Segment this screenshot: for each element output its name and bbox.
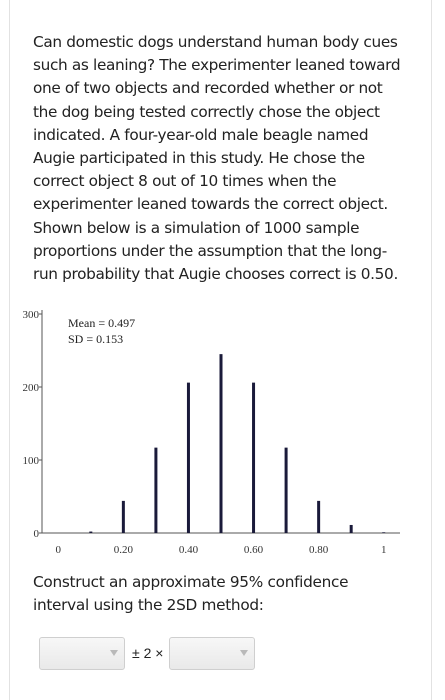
ci-answer-row (39, 635, 255, 671)
chart-svg (22, 302, 412, 557)
question-text: Can domestic dogs understand human body cues such as leaning? The experimenter leaned toward one of two objects and recorded whether or not the dog being tested correctly chose the object indicated. A four-year-old male beagle named Augie participated in this study. He chose the correct object 8 out of 10 times when the experimenter leaned towards the correct object. Shown below is a simulation of 1000 sample proportions under the assumption that the long-run probability that Augie chooses correct is 0.50. (33, 33, 401, 284)
y-tick-label: 200 (22, 382, 39, 394)
stats-annotation (68, 316, 135, 346)
y-tick-label: 0 (33, 528, 39, 540)
ci-prompt-text: Construct an approximate 95% confidence interval using the 2SD method: (33, 573, 349, 615)
x-tick-label: 0 (55, 544, 62, 556)
ci-center-dropdown[interactable] (39, 637, 125, 670)
x-tick-label: 1 (380, 544, 387, 556)
x-tick-label: 0.60 (243, 544, 264, 556)
plus-minus-label: ± 2 × (132, 645, 164, 661)
x-tick-label: 0.20 (113, 544, 133, 556)
y-tick-label: 300 (22, 309, 39, 321)
dotplot-chart (22, 302, 412, 557)
chart-bars (91, 354, 384, 533)
y-tick-label: 100 (22, 455, 39, 467)
ci-sd-dropdown[interactable] (169, 637, 255, 670)
sd-annotation: SD = 0.153 (68, 332, 124, 346)
chevron-down-icon (110, 650, 118, 656)
x-tick-labels (56, 544, 387, 556)
x-tick-label: 0.40 (178, 544, 199, 556)
chevron-down-icon (240, 650, 248, 656)
x-tick-label: 0.80 (309, 544, 329, 556)
mean-annotation: Mean = 0.497 (68, 316, 136, 330)
